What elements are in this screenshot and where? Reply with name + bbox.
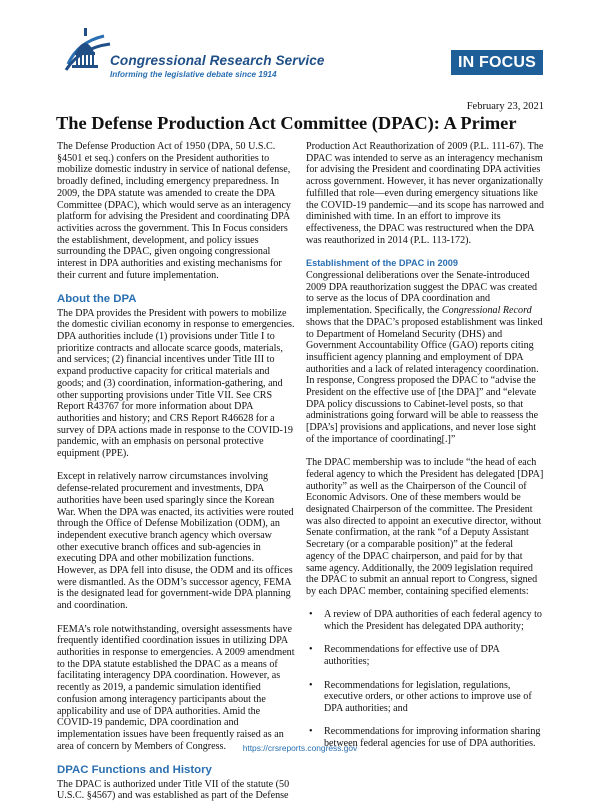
publication-date: February 23, 2021: [466, 101, 544, 112]
continued-paragraph: Production Act Reauthorization of 2009 (P.L. 111-67). The DPAC was intended to serve as an interagency mechanism for advising the President and coordinating DPA activities across government. However, it has never organizationally fulfilled that role—even during emergency situations like the COVID-19 pandemic—and its scope has narrowed and diminished with time. In an effort to improve its effectiveness, the DPAC was restructured when the DPA was reauthorized in 2014 (P.L. 113-172).: [306, 141, 544, 246]
org-tagline: Informing the legislative debate since 1914: [110, 70, 277, 79]
left-column: [57, 141, 295, 802]
list-item: • A review of DPA authorities of each federal agency to which the President has delegated DPA authority;: [306, 609, 544, 632]
intro-paragraph: The Defense Production Act of 1950 (DPA, 50 U.S.C. §4501 et seq.) confers on the President authorities to mobilize domestic industry in service of national defense, broadly defined, including emergency preparedness. In 2009, the DPA statute was amended to create the DPA Committee (DPAC), which would serve as an interagency platform for advising the President and coordinating DPA activities across the government. This In Focus considers the establishment, development, and policy issues surrounding the DPAC, given ongoing congressional interest in DPA authorities and existing mechanisms for their current and future implementation.: [57, 141, 291, 281]
page-header: [0, 0, 600, 96]
about-paragraph-1: The DPA provides the President with powers to mobilize the domestic civilian economy in response to emergencies. DPA authorities include (1) provisions under Title I to prioritize contracts and allocate scarce goods, materials, and services; (2) financial incentives under Title III to expand productive capacity for critical materials and goods; and (3) coordination, information-gathering, and other supporting provisions under Title VII. See CRS Report R43767 for more information about DPA authorities and history; and CRS Report R46628 for a survey of DPA actions made in response to the COVID-19 pandemic, with an emphasis on personal protective equipment (PPE).: [57, 307, 295, 460]
establishment-heading: Establishment of the DPAC in 2009: [306, 258, 458, 269]
list-item: • Recommendations for legislation, regulations, executive orders, or other actions to improve use of DPA authorities; and: [306, 680, 544, 715]
functions-paragraph-1: The DPAC is authorized under Title VII of the statute (50 U.S.C. §4567) and was established as part of the Defense: [57, 778, 290, 802]
dpac-functions-heading: DPAC Functions and History: [57, 764, 212, 776]
list-item: • Recommendations for improving information sharing between federal agencies for use of DPA authorities.: [306, 726, 544, 749]
report-elements-list: [306, 609, 544, 749]
org-name: Congressional Research Service: [110, 53, 325, 68]
establishment-paragraph: [306, 270, 544, 446]
establishment-text-b: shows that the DPAC’s proposed establishment was linked to Department of Homeland Security (DHS) and Government Accountability Office (GAO) reports citing insufficient agency planning and employment of DPA authorities and a lack of related interagency coordination. In response, Congress proposed the DPAC to “advise the President on the effective use of [the DPA]” and “elevate DPA policy discussions to Cabinet-level posts, so that administrations going forward will be able to reassess the [DPA’s] provisions and applications, and never lose sight of the importance of coordinating[.]”: [306, 316, 543, 445]
right-column: [306, 141, 544, 761]
about-paragraph-3: FEMA’s role notwithstanding, oversight assessments have frequently identified coordination issues in utilizing DPA authorities in response to emergencies. A 2009 amendment to the DPA statute established the DPAC as a means of facilitating interagency DPA coordination. However, as recently as 2019, a pandemic simulation identified confusion among interagency participants about the applicability and use of DPA authorities. Amid the COVID-19 pandemic, DPA coordination and implementation issues have been frequently raised as an area of concern by Members of Congress.: [57, 623, 295, 752]
page-title: The Defense Production Act Committee (DPAC): A Primer: [56, 113, 517, 133]
congressional-record-title: Congressional Record: [441, 305, 532, 317]
crs-reports-link[interactable]: https://crsreports.congress.gov: [242, 743, 358, 753]
about-paragraph-2: Except in relatively narrow circumstances involving defense-related procurement and investments, DPA authorities have been used sparingly since the Korean War. When the DPA was enacted, its activities were routed through the Office of Defense Mobilization (ODM), an independent executive branch agency which oversaw other executive branch offices and sub-agencies in executing DPA and other mobilization functions. However, as DPA fell into disuse, the ODM and its offices were dismantled. As the ODM’s successor agency, FEMA is the designated lead for government-wide DPA planning and coordination.: [57, 471, 294, 612]
about-dpa-heading: About the DPA: [57, 293, 137, 306]
in-focus-badge: IN FOCUS: [451, 50, 543, 75]
capitol-dome-icon: [64, 24, 112, 78]
list-item: • Recommendations for effective use of DPA authorities;: [306, 644, 544, 667]
membership-paragraph: The DPAC membership was to include “the head of each federal agency to which the President has delegated [DPA] authority” as well as the Chairperson of the Council of Economic Advisors. One of these members would be designated Chairperson of the committee. The President was also directed to appoint an executive director, without Senate confirmation, at the rank “of a Deputy Assistant Secretary (or a comparable position)” at the federal agency of the DPAC chairperson, and paid for by that same agency. Additionally, the 2009 legislation required the DPAC to submit an annual report to Congress, signed by each DPAC member, containing specified elements:: [306, 457, 544, 597]
establishment-text-a: Congressional deliberations over the Senate-introduced 2009 DPA reauthorization suggest the DPAC was created to serve as the locus of DPA coordination and implementation. Specifically, the: [306, 270, 538, 317]
